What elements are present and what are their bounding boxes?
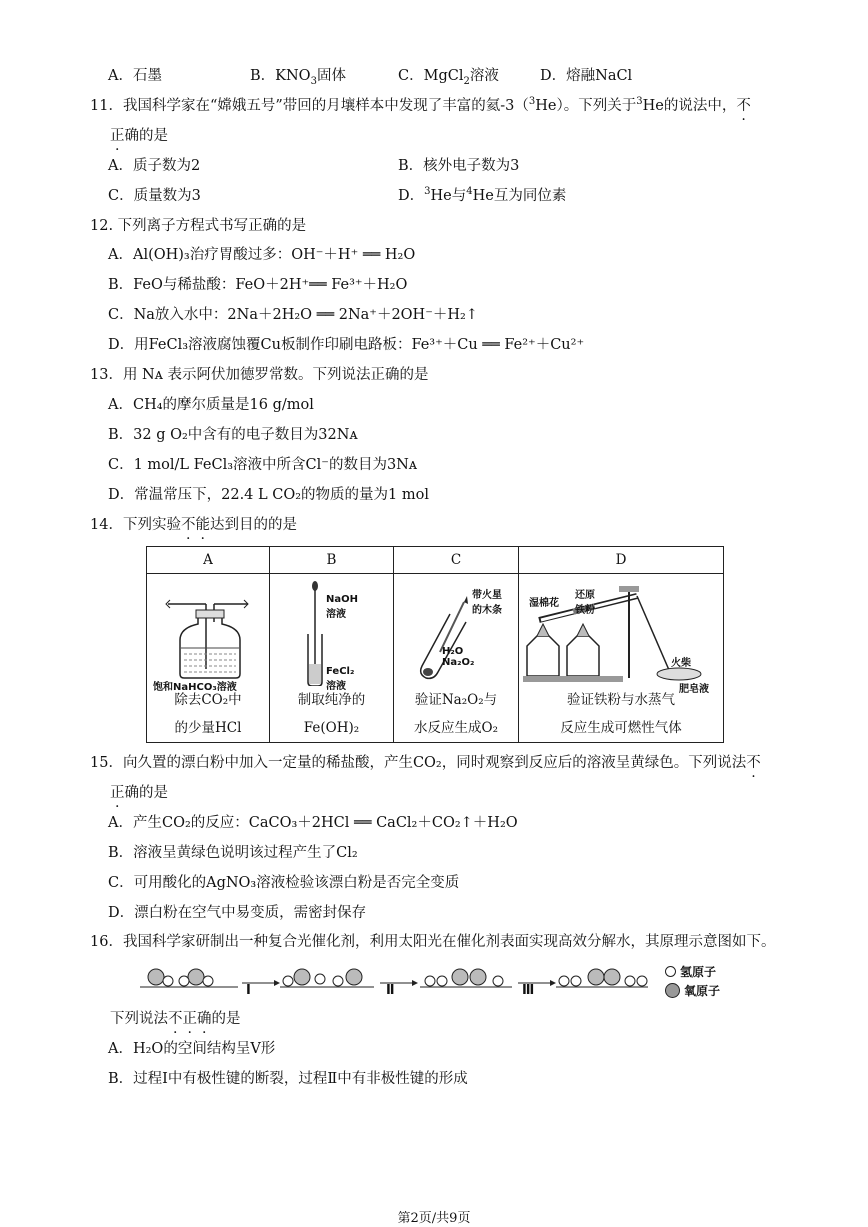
step-label-1: Ⅰ xyxy=(246,983,251,998)
caption-d-line1: 验证铁粉与水蒸气 xyxy=(567,692,675,708)
step-label-3: Ⅲ xyxy=(522,983,535,998)
q11-option-c: C．质量数为3 xyxy=(108,188,201,204)
legend-hydrogen: 氢原子 xyxy=(665,962,720,980)
q13-option-a: A．CH₄的摩尔质量是16 g/mol xyxy=(108,397,314,413)
q16-substem: 下列说法不正确的是 xyxy=(110,1011,241,1027)
q13-option-d: D．常温常压下，22.4 L CO₂的物质的量为1 mol xyxy=(108,487,430,503)
reaction-steps-icon xyxy=(138,963,658,1003)
label-match: 火柴 xyxy=(671,658,691,669)
q15-option-d: D．漂白粉在空气中易变质，需密封保存 xyxy=(108,905,367,921)
caption-c-line2: 水反应生成O₂ xyxy=(414,720,498,736)
oxygen-atom-icon xyxy=(665,983,680,998)
gas-washing-bottle-figure xyxy=(147,574,269,693)
step-label-2: Ⅱ xyxy=(386,983,395,998)
label-wet-cotton: 湿棉花 xyxy=(529,598,559,609)
q11-stem-line1: 11．我国科学家在“嫦娥五号”带回的月壤样本中发现了丰富的氦-3（$^3$He）。下列关于$^3$He的说法中，不 xyxy=(90,96,751,114)
q16-option-a: A．H₂O的空间结构呈V形 xyxy=(108,1041,276,1057)
label-h2o-na2o2: H₂O Na₂O₂ xyxy=(442,646,475,668)
q14-stem: 14．下列实验不能达到目的的是 xyxy=(90,517,297,533)
table-header-c: C xyxy=(394,547,519,574)
cell-b xyxy=(270,574,394,743)
label-splint: 带火星 的木条 xyxy=(472,590,502,616)
label-iron-powder: 还原 铁粉 xyxy=(575,590,595,616)
dropper-tube-figure xyxy=(270,574,393,692)
q15-option-a: A．产生CO₂的反应：CaCO₃＋2HCl ══ CaCl₂＋CO₂↑＋H₂O xyxy=(108,815,518,831)
q16-stem: 16．我国科学家研制出一种复合光催化剂，利用太阳光在催化剂表面实现高效分解水，其原理示意图如下。 xyxy=(90,934,776,950)
label-nahco3: 饱和NaHCO₃溶液 xyxy=(153,682,237,693)
caption-d-line2: 反应生成可燃性气体 xyxy=(560,720,682,736)
q12-stem: 12. 下列离子方程式书写正确的是 xyxy=(90,218,307,234)
q15-option-c: C．可用酸化的AgNO₃溶液检验该漂白粉是否完全变质 xyxy=(108,875,460,891)
table-header-d: D xyxy=(519,547,724,574)
label-naoh: NaOH 溶液 xyxy=(326,594,358,620)
table-header-a: A xyxy=(147,547,270,574)
apparatus-icon xyxy=(519,574,723,686)
caption-b-line1: 制取纯净的 xyxy=(297,692,366,708)
label-fecl2: FeCl₂ 溶液 xyxy=(326,666,355,692)
caption-a-line2: 的少量HCl xyxy=(174,720,242,736)
q11-option-b: B．核外电子数为3 xyxy=(398,158,520,174)
q10-option-d: D．熔融NaCl xyxy=(540,68,633,84)
iron-steam-figure xyxy=(519,574,723,695)
cell-a xyxy=(147,574,270,743)
water-splitting-diagram xyxy=(138,963,658,1007)
q15-stem-line1: 15．向久置的漂白粉中加入一定量的稀盐酸，产生CO₂，同时观察到反应后的溶液呈黄绿色。下列说法不 xyxy=(90,755,761,771)
test-tube-figure xyxy=(394,574,518,686)
q11-stem-line2: 正确的是 xyxy=(110,128,168,144)
legend-oxygen: 氧原子 xyxy=(665,980,720,1000)
q13-stem: 13．用 Nᴀ 表示阿伏加德罗常数。下列说法正确的是 xyxy=(90,367,429,383)
gas-bottle-icon xyxy=(148,574,268,686)
q12-option-a: A．Al(OH)₃治疗胃酸过多：OH⁻＋H⁺ ══ H₂O xyxy=(108,247,416,263)
caption-c-line1: 验证Na₂O₂与 xyxy=(414,692,498,708)
q12-option-d: D．用FeCl₃溶液腐蚀覆Cu板制作印刷电路板：Fe³⁺＋Cu ══ Fe²⁺＋Cu²⁺ xyxy=(108,337,585,353)
q15-stem-line2: 正确的是 xyxy=(110,785,168,801)
q11-option-a: A．质子数为2 xyxy=(108,158,201,174)
table-header-b: B xyxy=(270,547,394,574)
cell-d xyxy=(519,574,724,743)
q15-option-b: B．溶液呈黄绿色说明该过程产生了Cl₂ xyxy=(108,845,358,861)
q13-option-b: B．32 g O₂中含有的电子数目为32Nᴀ xyxy=(108,427,358,443)
q16-option-b: B．过程Ⅰ中有极性键的断裂，过程Ⅱ中有非极性键的形成 xyxy=(108,1071,468,1087)
page-number: 第2页/共9页 xyxy=(397,1211,471,1226)
cell-c xyxy=(394,574,519,743)
q11-option-d: D．$^3$He与$^4$He互为同位素 xyxy=(398,186,567,204)
label-soap: 肥皂液 xyxy=(679,684,709,695)
hydrogen-atom-icon xyxy=(665,966,676,977)
q10-option-c: C．MgCl$_2$溶液 xyxy=(398,68,499,87)
legend xyxy=(665,962,720,1000)
caption-b-line2: Fe(OH)₂ xyxy=(303,720,360,736)
q10-option-a: A．石墨 xyxy=(108,68,162,84)
q14-experiment-table xyxy=(146,546,724,743)
q12-option-c: C．Na放入水中：2Na＋2H₂O ══ 2Na⁺＋2OH⁻＋H₂↑ xyxy=(108,307,478,323)
q12-option-b: B．FeO与稀盐酸：FeO＋2H⁺══ Fe³⁺＋H₂O xyxy=(108,277,408,293)
q13-option-c: C．1 mol/L FeCl₃溶液中所含Cl⁻的数目为3Nᴀ xyxy=(108,457,418,473)
caption-a-line1: 除去CO₂中 xyxy=(174,692,242,708)
q10-option-b: B．$KNO_3$固体 xyxy=(250,68,346,87)
